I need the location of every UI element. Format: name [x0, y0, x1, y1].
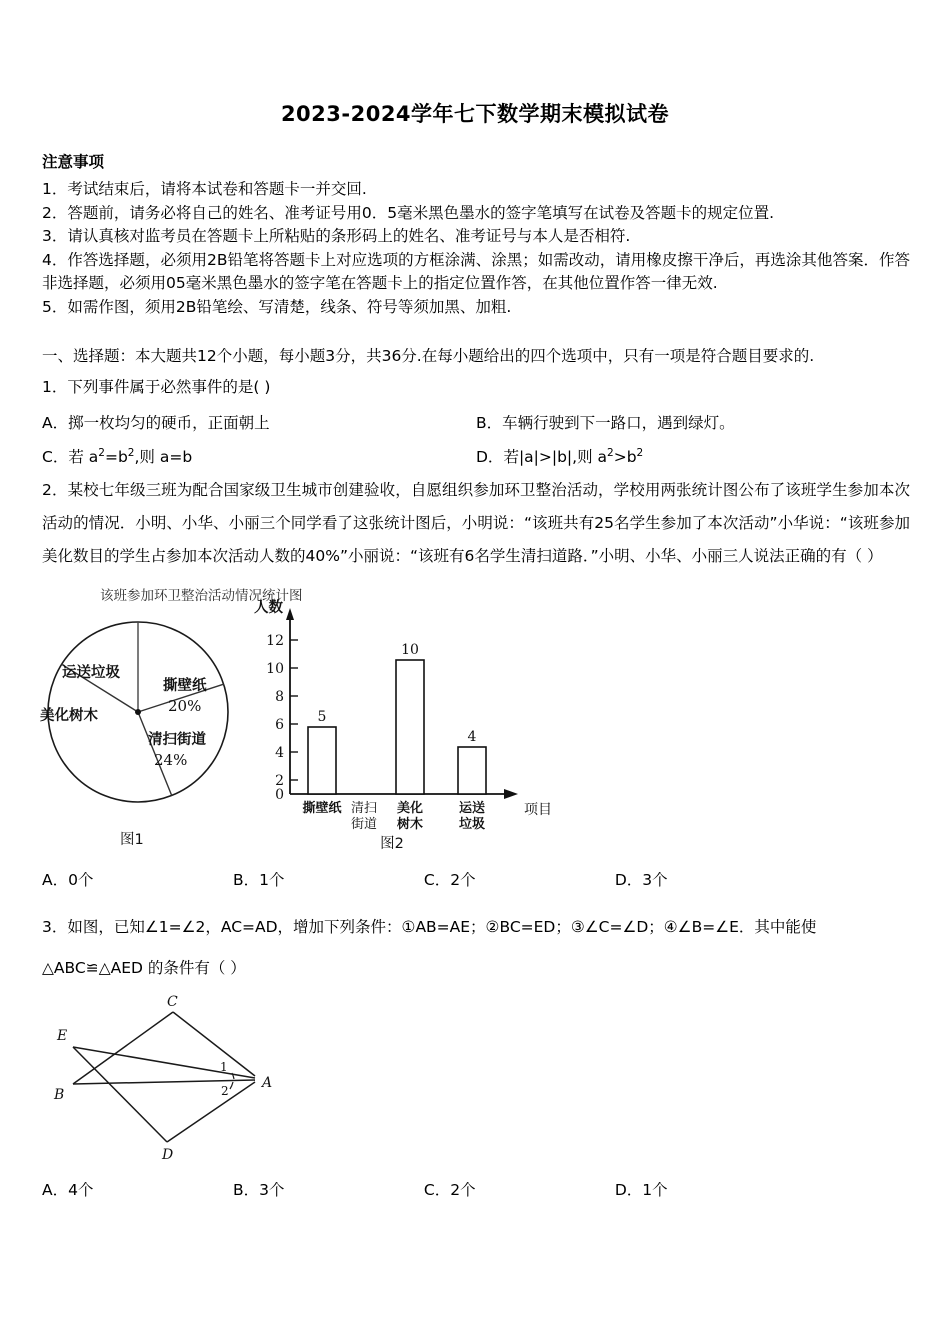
option-label: A． [42, 870, 69, 889]
bar-0 [308, 727, 336, 794]
x-cat-label-2-line1: 美化 [396, 800, 424, 816]
bar-chart-figure [240, 592, 560, 860]
pie-value-0: 20% [168, 696, 202, 715]
pie-caption: 图1 [120, 831, 144, 848]
x-cat-label-3-line1: 运送 [458, 800, 486, 816]
notice-item: 1．考试结束后，请将本试卷和答题卡一并交回. [42, 180, 367, 198]
bar-x-axis-arrow [504, 789, 518, 799]
option-label: C． [42, 447, 69, 466]
y-tick-label-12: 12 [266, 632, 284, 649]
option-label: B． [232, 870, 260, 889]
pie-label-1: 清扫街道 [148, 731, 206, 748]
option-text: 2个 [450, 870, 476, 889]
question-1-stem [42, 376, 910, 399]
notice-item: 5．如需作图，须用2B铅笔绘、写清楚，线条、符号等须加黑、加粗. [42, 297, 512, 316]
option-text: 2个 [450, 1181, 476, 1200]
bar-value-2: 10 [401, 641, 419, 658]
y-tick-label-4: 4 [275, 744, 284, 761]
option-label: A． [42, 1181, 69, 1200]
option-label: A． [42, 413, 69, 432]
notice-item: 4．作答选择题，必须用2B铅笔将答题卡上对应选项的方框涂满、涂黑；如需改动，请用橡皮擦干净后，再选涂其他答案．作答非选择题，必须用05毫米黑色墨水的签字笔在答题卡上的指定位置作答，在其他位置作答一律无效. [42, 250, 910, 293]
option-label: D． [614, 1181, 643, 1200]
bar-x-axis-label: 项目 [524, 801, 552, 818]
option-text: 1个 [259, 870, 285, 889]
x-cat-label-0: 撕壁纸 [302, 800, 342, 816]
question-3-options-row [42, 1178, 910, 1200]
bar-y-axis-arrow [286, 608, 294, 620]
option-1-C[interactable] [42, 445, 476, 467]
pie-value-1: 24% [154, 750, 188, 769]
bar-2 [396, 660, 424, 794]
pie-chart-figure [20, 592, 270, 860]
option-label: B． [476, 413, 503, 432]
bar-3 [458, 747, 486, 794]
option-3-C[interactable] [424, 1178, 615, 1200]
bar-caption: 图2 [380, 835, 404, 852]
segment-EA [73, 1047, 255, 1078]
angle-label-2: 2 [221, 1084, 229, 1099]
question-2-stem: 2．某校七年级三班为配合国家级卫生城市创建验收，自愿组织参加环卫整治活动，学校用两张统计图公布了该班学生参加本次活动的情况．小明、小华、小丽三个同学看了这张统计图后，小明说：“该班共有25名学生参加了本次活动”小华说：“该班参加美化数目的学生占参加本次活动人数的40%”小丽说：“该班有6名学生清扫道路．”小明、小华、小丽三人说法正确的有（ ） [42, 480, 910, 566]
option-2-B[interactable] [233, 868, 424, 890]
point-label-E: E [57, 1028, 68, 1045]
question-3-figure-wrap [0, 988, 950, 1168]
question-2-options-row [42, 868, 910, 890]
point-label-C: C [167, 994, 178, 1011]
section-heading: 一、选择题：本大题共12个小题，每小题3分，共36分.在每小题给出的四个选项中，只有一项是符合题目要求的. [42, 347, 815, 366]
option-label: D． [614, 870, 643, 889]
pie-label-0: 撕壁纸 [163, 677, 207, 694]
notice-heading: 注意事项 [42, 153, 105, 171]
charts-title: 该班参加环卫整治活动情况统计图 [100, 587, 303, 604]
question-1-text: 下列事件属于必然事件的是( ) [67, 377, 271, 396]
x-cat-label-2-line2: 树木 [396, 816, 424, 832]
bar-value-0: 5 [317, 708, 327, 725]
option-label: B． [232, 1181, 260, 1200]
option-text: 4个 [68, 1181, 94, 1200]
option-label: D． [476, 447, 504, 466]
question-3-stem-line1: 3．如图，已知∠1=∠2，AC=AD，增加下列条件：①AB=AE；②BC=ED；③∠C=∠D；④∠B=∠E．其中能使 [42, 917, 817, 936]
segment-AD [167, 1082, 255, 1142]
notice-item: 2．答题前，请务必将自己的姓名、准考证号用0．5毫米黑色墨水的签字笔填写在试卷及答题卡的规定位置. [42, 203, 775, 222]
option-3-A[interactable] [42, 1178, 233, 1200]
point-label-A: A [262, 1075, 273, 1092]
option-text: 1个 [642, 1181, 668, 1200]
option-text: 若 $a^2=b^2$,则 a=b [68, 446, 193, 466]
option-3-D[interactable] [615, 1178, 806, 1200]
option-text: 3个 [259, 1181, 285, 1200]
option-label: C． [423, 870, 451, 889]
option-text: 0个 [68, 870, 94, 889]
pie-center-dot [135, 709, 141, 715]
option-1-A[interactable] [42, 411, 476, 433]
option-label: C． [423, 1181, 451, 1200]
question-2-figures [0, 584, 950, 856]
option-3-B[interactable] [233, 1178, 424, 1200]
x-cat-label-1-line2: 街道 [350, 816, 378, 832]
option-text: 车辆行驶到下一路口，遇到绿灯。 [502, 413, 735, 432]
option-1-D[interactable] [476, 445, 910, 467]
option-2-C[interactable] [424, 868, 615, 890]
question-1-options-row-2 [42, 445, 910, 467]
pie-label-3: 运送垃圾 [62, 664, 120, 681]
point-label-D: D [162, 1147, 174, 1164]
option-text: 掷一枚均匀的硬币，正面朝上 [68, 413, 270, 432]
bar-y-axis-label: 人数 [254, 599, 283, 616]
question-1-number: 1． [42, 377, 68, 396]
page-title: 2023-2024学年七下数学期末模拟试卷 [280, 102, 670, 126]
option-text: 3个 [642, 870, 668, 889]
option-2-D[interactable] [615, 868, 806, 890]
y-tick-label-8: 8 [275, 688, 284, 705]
question-1-options-row-1 [42, 411, 910, 433]
angle-label-1: 1 [220, 1060, 228, 1075]
option-2-A[interactable] [42, 868, 233, 890]
notice-item: 3．请认真核对监考员在答题卡上所粘贴的条形码上的姓名、准考证号与本人是否相符. [42, 227, 631, 246]
segment-CB [73, 1012, 173, 1084]
geometry-figure [40, 992, 300, 1177]
x-cat-label-3-line2: 垃圾 [458, 816, 486, 832]
pie-label-2: 美化树木 [40, 707, 98, 724]
y-tick-label-6: 6 [275, 716, 284, 733]
y-tick-label-2: 2 [275, 772, 284, 789]
angle-arc-2 [230, 1082, 233, 1089]
bar-value-3: 4 [467, 728, 477, 745]
y-tick-label-0: 0 [275, 786, 284, 803]
point-label-B: B [54, 1087, 65, 1104]
x-cat-label-1-line1: 清扫 [350, 800, 378, 816]
y-tick-label-10: 10 [266, 660, 284, 677]
option-text: 若|a|>|b|,则 $a^2>b^2$ [503, 446, 644, 466]
notice-list [0, 178, 950, 319]
question-3-stem-line2: △ABC≌△AED 的条件有（ ） [42, 958, 246, 977]
option-1-B[interactable] [476, 411, 910, 433]
